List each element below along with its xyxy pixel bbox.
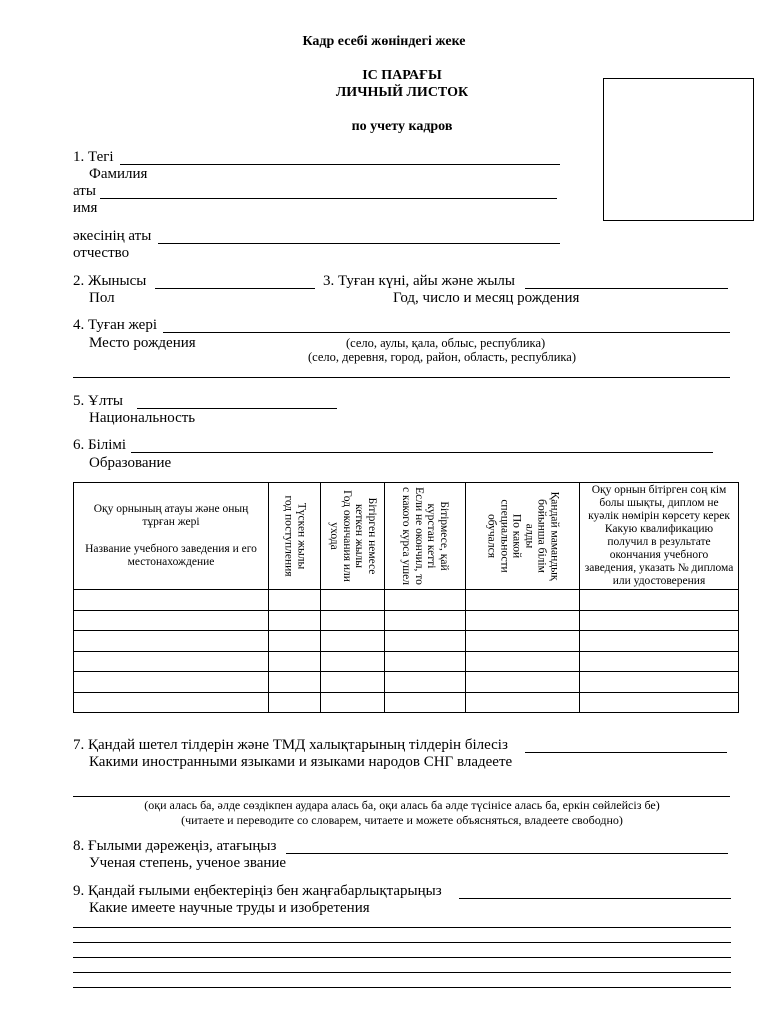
- table-cell[interactable]: [321, 692, 385, 713]
- table-row: [74, 651, 739, 672]
- table-cell[interactable]: [269, 631, 321, 652]
- table-cell[interactable]: [321, 672, 385, 693]
- languages-extra-line[interactable]: [73, 796, 730, 797]
- gender-label-ru: Пол: [89, 290, 115, 306]
- col-specialty-header: [466, 483, 580, 590]
- education-label-kz: 6. Білімі: [73, 437, 127, 453]
- works-line[interactable]: [459, 898, 731, 899]
- form-title-line2: ІС ПАРАҒЫ: [362, 68, 442, 83]
- table-cell[interactable]: [269, 590, 321, 611]
- name-label-ru: имя: [73, 200, 98, 216]
- table-cell[interactable]: [466, 692, 580, 713]
- works-extra-line[interactable]: [73, 957, 731, 958]
- works-extra-line[interactable]: [73, 927, 731, 928]
- col-entry-year-label: Түскен жылы год поступления: [282, 495, 307, 577]
- table-cell[interactable]: [580, 672, 739, 693]
- table-cell[interactable]: [74, 590, 269, 611]
- table-cell[interactable]: [466, 651, 580, 672]
- table-cell[interactable]: [74, 651, 269, 672]
- form-title-line1: Кадр есебі жөніндегі жеке: [302, 34, 466, 49]
- surname-label-ru: Фамилия: [89, 166, 148, 182]
- table-cell[interactable]: [269, 610, 321, 631]
- degree-label-kz: 8. Ғылыми дәрежеңіз, атағыңыз: [73, 838, 277, 854]
- table-cell[interactable]: [321, 590, 385, 611]
- table-cell[interactable]: [74, 692, 269, 713]
- name-line[interactable]: [100, 198, 557, 199]
- birthdate-line[interactable]: [525, 288, 728, 289]
- col-graduation-year-label: Бітірген немесе кеткен жылы Год окончания или ухода: [328, 490, 378, 582]
- surname-line[interactable]: [120, 164, 560, 165]
- col-qualification-label: Оқу орнын бітірген соң кім болы шықты, диплом не куәлік нөмірін көрсету керек Какую квалификацию получил в результате окончания учебного заведения, указать № диплома или удостоверения: [584, 484, 734, 587]
- table-cell[interactable]: [269, 692, 321, 713]
- table-cell[interactable]: [385, 631, 466, 652]
- table-cell[interactable]: [269, 651, 321, 672]
- works-label-kz: 9. Қандай ғылыми еңбектеріңіз бен жаңғабарлықтарыңыз: [73, 883, 442, 899]
- languages-hint-kz: (оқи алась ба, әлде сөздікпен аудара алась ба, оқи алась ба әлде түсінісе алась ба, еркін сөйлейсіз бе): [144, 798, 660, 812]
- birthplace-label-ru: Место рождения: [89, 335, 196, 351]
- table-cell[interactable]: [466, 672, 580, 693]
- table-cell[interactable]: [385, 610, 466, 631]
- nationality-label-kz: 5. Ұлты: [73, 393, 123, 409]
- gender-line[interactable]: [155, 288, 315, 289]
- birthplace-label-kz: 4. Туған жері: [73, 317, 157, 333]
- patronymic-label-ru: отчество: [73, 245, 130, 261]
- col-institution-header: [74, 483, 269, 590]
- languages-label-kz: 7. Қандай шетел тілдерін және ТМД халықтарының тілдерін білесіз: [73, 737, 508, 753]
- works-extra-line[interactable]: [73, 987, 731, 988]
- education-label-ru: Образование: [89, 455, 172, 471]
- col-institution-kz: Оқу орнының атауы және оның тұрған жері: [93, 503, 249, 528]
- surname-label-kz: 1. Тегі: [73, 149, 114, 165]
- photo-box: [603, 78, 754, 221]
- birthdate-label-kz: 3. Туған күні, айы және жылы: [323, 273, 515, 289]
- degree-label-ru: Ученая степень, ученое звание: [89, 855, 287, 871]
- table-cell[interactable]: [385, 672, 466, 693]
- patronymic-line[interactable]: [158, 243, 560, 244]
- table-cell[interactable]: [580, 651, 739, 672]
- degree-line[interactable]: [286, 853, 728, 854]
- table-cell[interactable]: [269, 672, 321, 693]
- birthdate-label-ru: Год, число и месяц рождения: [393, 290, 580, 306]
- table-cell[interactable]: [385, 692, 466, 713]
- patronymic-label-kz: әкесінің аты: [73, 228, 152, 244]
- nationality-line[interactable]: [137, 408, 337, 409]
- works-label-ru: Какие имеете научные труды и изобретения: [89, 900, 370, 916]
- works-extra-line[interactable]: [73, 942, 731, 943]
- table-cell[interactable]: [580, 692, 739, 713]
- table-cell[interactable]: [466, 631, 580, 652]
- form-title-line3: ЛИЧНЫЙ ЛИСТОК: [335, 85, 469, 100]
- birthplace-extra-line[interactable]: [73, 377, 730, 378]
- col-graduation-year-header: [321, 483, 385, 590]
- col-specialty-label: Қандай мамандық бойынша білім алды По какой специальности обучался: [485, 491, 560, 581]
- nationality-label-ru: Национальность: [89, 410, 196, 426]
- table-cell[interactable]: [385, 590, 466, 611]
- col-institution-ru: Название учебного заведения и его местонахождение: [85, 543, 257, 568]
- name-label-kz: аты: [73, 183, 96, 199]
- col-dropout-course-header: [385, 483, 466, 590]
- table-cell[interactable]: [580, 610, 739, 631]
- table-row: [74, 692, 739, 713]
- languages-hint-ru: (читаете и переводите со словарем, читаете и можете объясняться, владеете свободно): [181, 813, 623, 827]
- table-cell[interactable]: [580, 590, 739, 611]
- table-row: [74, 672, 739, 693]
- education-table: [73, 482, 739, 713]
- table-cell[interactable]: [321, 651, 385, 672]
- table-cell[interactable]: [580, 631, 739, 652]
- works-extra-line[interactable]: [73, 972, 731, 973]
- table-cell[interactable]: [466, 610, 580, 631]
- table-cell[interactable]: [74, 631, 269, 652]
- form-title-line4: по учету кадров: [351, 119, 453, 134]
- table-row: [74, 590, 739, 611]
- languages-line[interactable]: [525, 752, 727, 753]
- col-dropout-course-label: Бітірмесе, қай курстан кетті Если не окончил, то с какого курса ушел: [400, 487, 450, 585]
- table-cell[interactable]: [466, 590, 580, 611]
- birthplace-hint-kz: (село, аулы, қала, облыс, республика): [346, 336, 546, 350]
- gender-label-kz: 2. Жынысы: [73, 273, 147, 289]
- education-line[interactable]: [131, 452, 713, 453]
- table-cell[interactable]: [74, 610, 269, 631]
- birthplace-hint-ru: (село, деревня, город, район, область, республика): [308, 350, 576, 364]
- col-qualification-header: [580, 483, 739, 590]
- table-cell[interactable]: [385, 651, 466, 672]
- col-entry-year-header: [269, 483, 321, 590]
- birthplace-line[interactable]: [163, 332, 730, 333]
- table-cell[interactable]: [321, 610, 385, 631]
- table-row: [74, 631, 739, 652]
- table-cell[interactable]: [74, 672, 269, 693]
- table-row: [74, 610, 739, 631]
- table-cell[interactable]: [321, 631, 385, 652]
- languages-label-ru: Какими иностранными языками и языками народов СНГ владеете: [89, 754, 513, 770]
